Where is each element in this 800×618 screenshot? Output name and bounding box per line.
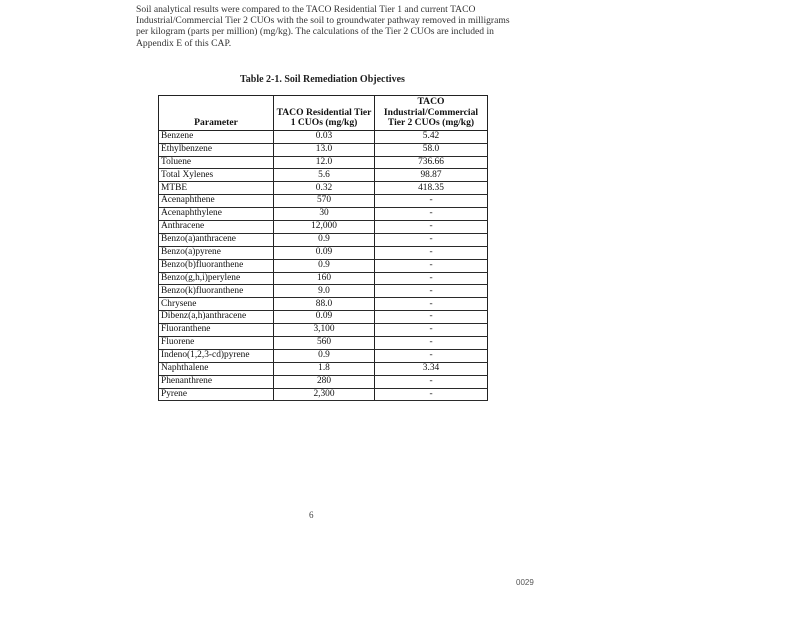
cell-tier2: - <box>375 337 488 350</box>
cell-tier1: 560 <box>274 337 375 350</box>
cell-tier2: - <box>375 272 488 285</box>
cell-tier1: 9.0 <box>274 285 375 298</box>
cell-tier1: 570 <box>274 195 375 208</box>
table-body <box>159 130 488 401</box>
cell-parameter: Fluoranthene <box>159 324 274 337</box>
cell-tier2: - <box>375 221 488 234</box>
cell-tier1: 1.8 <box>274 362 375 375</box>
cell-tier2: - <box>375 208 488 221</box>
cell-tier2: - <box>375 246 488 259</box>
intro-paragraph <box>136 4 516 49</box>
cell-parameter: Fluorene <box>159 337 274 350</box>
table-row <box>159 375 488 388</box>
table-row <box>159 259 488 272</box>
cell-tier2: 736.66 <box>375 156 488 169</box>
cell-tier1: 0.9 <box>274 233 375 246</box>
cell-parameter: Benzene <box>159 130 274 143</box>
cell-tier2: - <box>375 388 488 401</box>
table-row <box>159 156 488 169</box>
cell-tier1: 88.0 <box>274 298 375 311</box>
table-row <box>159 233 488 246</box>
cell-tier1: 13.0 <box>274 143 375 156</box>
cell-parameter: Benzo(k)fluoranthene <box>159 285 274 298</box>
table-row <box>159 285 488 298</box>
cell-tier1: 160 <box>274 272 375 285</box>
soil-remediation-table <box>158 95 488 401</box>
table-row <box>159 195 488 208</box>
table-row <box>159 130 488 143</box>
cell-tier2: - <box>375 375 488 388</box>
cell-tier2: - <box>375 285 488 298</box>
cell-tier1: 0.9 <box>274 349 375 362</box>
bates-number: 0029 <box>516 578 534 587</box>
cell-tier2: - <box>375 233 488 246</box>
cell-tier1: 280 <box>274 375 375 388</box>
cell-tier2: - <box>375 311 488 324</box>
table-row <box>159 182 488 195</box>
table-header-row <box>159 96 488 131</box>
cell-parameter: Benzo(g,h,i)perylene <box>159 272 274 285</box>
cell-parameter: Naphthalene <box>159 362 274 375</box>
page-number: 6 <box>309 510 314 520</box>
table-caption: Table 2-1. Soil Remediation Objectives <box>240 74 405 85</box>
cell-tier2: 5.42 <box>375 130 488 143</box>
table-row <box>159 298 488 311</box>
cell-tier1: 0.09 <box>274 246 375 259</box>
cell-tier2: - <box>375 259 488 272</box>
table-row <box>159 208 488 221</box>
cell-tier2: - <box>375 324 488 337</box>
cell-parameter: Acenaphthylene <box>159 208 274 221</box>
table-row <box>159 337 488 350</box>
cell-tier1: 30 <box>274 208 375 221</box>
cell-tier2: 98.87 <box>375 169 488 182</box>
table-row <box>159 272 488 285</box>
table-row <box>159 349 488 362</box>
cell-parameter: Total Xylenes <box>159 169 274 182</box>
cell-tier1: 5.6 <box>274 169 375 182</box>
cell-parameter: Chrysene <box>159 298 274 311</box>
cell-tier1: 0.09 <box>274 311 375 324</box>
cell-parameter: MTBE <box>159 182 274 195</box>
header-parameter: Parameter <box>159 96 274 131</box>
cell-tier2: 418.35 <box>375 182 488 195</box>
cell-parameter: Ethylbenzene <box>159 143 274 156</box>
table-row <box>159 324 488 337</box>
cell-tier1: 2,300 <box>274 388 375 401</box>
cell-parameter: Phenanthrene <box>159 375 274 388</box>
table-row <box>159 246 488 259</box>
cell-tier1: 0.32 <box>274 182 375 195</box>
table-row <box>159 362 488 375</box>
cell-tier1: 0.03 <box>274 130 375 143</box>
cell-parameter: Toluene <box>159 156 274 169</box>
cell-parameter: Benzo(a)anthracene <box>159 233 274 246</box>
cell-tier2: - <box>375 195 488 208</box>
table-row <box>159 221 488 234</box>
cell-tier1: 12.0 <box>274 156 375 169</box>
cell-tier1: 3,100 <box>274 324 375 337</box>
header-tier2: TACO Industrial/Commercial Tier 2 CUOs (mg/kg) <box>375 96 488 131</box>
header-tier1: TACO Residential Tier 1 CUOs (mg/kg) <box>274 96 375 131</box>
cell-parameter: Benzo(a)pyrene <box>159 246 274 259</box>
cell-parameter: Indeno(1,2,3-cd)pyrene <box>159 349 274 362</box>
cell-parameter: Acenaphthene <box>159 195 274 208</box>
table-row <box>159 169 488 182</box>
cell-parameter: Benzo(b)fluoranthene <box>159 259 274 272</box>
table-row <box>159 388 488 401</box>
cell-tier2: - <box>375 349 488 362</box>
table-row <box>159 311 488 324</box>
cell-parameter: Anthracene <box>159 221 274 234</box>
cell-tier2: 58.0 <box>375 143 488 156</box>
cell-parameter: Pyrene <box>159 388 274 401</box>
cell-tier1: 12,000 <box>274 221 375 234</box>
cell-tier2: - <box>375 298 488 311</box>
intro-text: Soil analytical results were compared to the TACO Residential Tier 1 and current TACO Industrial/Commercial Tier 2 CUOs with the soil to groundwater pathway removed in milligrams per kilogram (parts per million) (mg/kg). The calculations of the Tier 2 CUOs are included in Appendix E of this CAP. <box>136 4 510 49</box>
cell-tier1: 0.9 <box>274 259 375 272</box>
table-row <box>159 143 488 156</box>
cell-tier2: 3.34 <box>375 362 488 375</box>
cell-parameter: Dibenz(a,h)anthracene <box>159 311 274 324</box>
